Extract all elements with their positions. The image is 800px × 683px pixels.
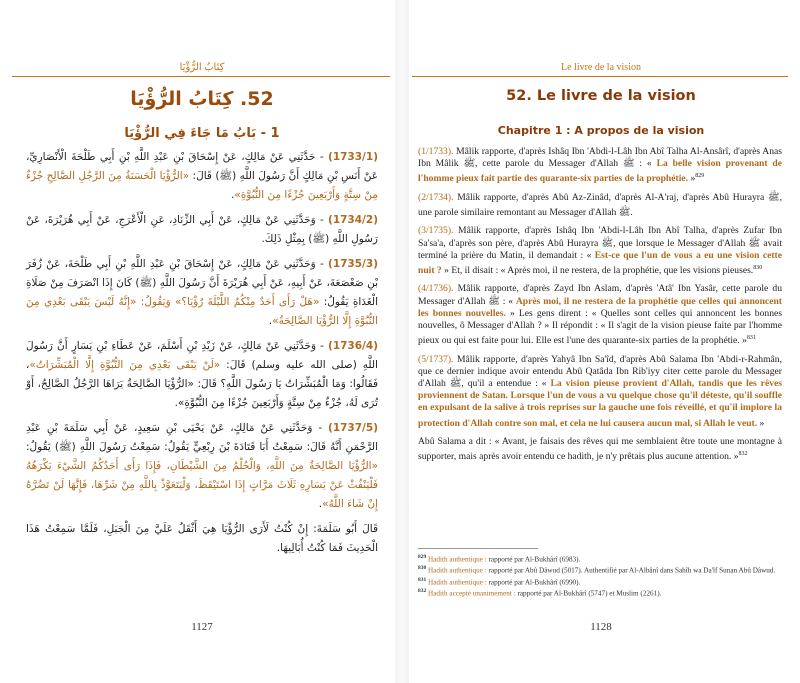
translation-paragraph bbox=[418, 436, 782, 464]
page-number: 1128 bbox=[590, 621, 612, 633]
hadith-paragraph bbox=[26, 255, 378, 331]
right-page bbox=[412, 8, 790, 648]
book-title: 52. Le livre de la vision bbox=[506, 88, 696, 104]
translation-text-end: » bbox=[688, 173, 696, 185]
hadith-paragraph bbox=[26, 520, 378, 558]
footnote-grade: Hadith authentique : bbox=[428, 578, 487, 587]
hadith-quote: «الرُّؤْيَا الْحَسَنَةُ مِنَ الرَّجُلِ الصَّالِحِ جُزْءٌ مِنْ سِتَّةٍ وَأَرْبَعِينَ جُزْءًا مِنَ النُّبُوَّةِ» bbox=[26, 170, 378, 201]
hadith-reference: (2/1734). bbox=[418, 191, 454, 203]
footnote bbox=[418, 564, 782, 575]
hadith-text-end: ، فَقَالُوا: وَمَا الْمُبَشِّرَاتُ يَا رَسُولَ اللَّهِ؟ قَالَ: «الرُّؤْيَا الصَّالِحَةُ يَرَاهَا الرَّجُلُ الصَّالِحُ، أَوْ تُرَى لَهُ، جُزْءٌ مِنْ سِتَّةٍ وَأَرْبَعِينَ جُزْءًا مِنَ النُّبُوَّةِ». bbox=[26, 359, 378, 409]
chapter-title: Chapitre 1 : A propos de la vision bbox=[497, 124, 705, 137]
left-page bbox=[12, 8, 392, 648]
translation-text: Mâlik rapporte, d'après Zayd Ibn Aslam, d'après 'Atâ' Ibn Yasâr, cette parole du Messager d'Allah ﷺ : « bbox=[418, 283, 782, 307]
footnote-grade: Hadith authentique : bbox=[428, 566, 487, 575]
translation-paragraph bbox=[418, 225, 782, 277]
footnote bbox=[418, 576, 782, 587]
footnote-grade: Hadith accepté unanimement : bbox=[428, 589, 516, 598]
header-rule bbox=[412, 76, 788, 77]
hadith-text: - وَحَدَّثَنِي عَنْ مَالِكٍ، عَنْ زَيْدِ بْنِ أَسْلَمَ، عَنْ عَطَاءِ بْنِ يَسَارٍ أَنَّ رَسُولَ اللَّهِ (صلى الله عليه وسلم) قَالَ: bbox=[26, 340, 378, 371]
translation-quote: La belle vision provenant de l'homme pieux fait partie des quarante-six parties de la prophétie. bbox=[418, 158, 782, 185]
hadith-quote: «الرُّؤْيَا الصَّالِحَةُ مِنَ اللَّهِ، وَالْحُلْمُ مِنَ الشَّيْطَانِ، فَإِذَا رَأَى أَحَدُكُمُ الشَّيْءَ يَكْرَهُهُ فَلْيَنْفُثْ عَنْ يَسَارِهِ ثَلَاثَ مَرَّاتٍ إِذَا اسْتَيْقَظَ، وَلْيَتَعَوَّذْ بِاللَّهِ مِنْ شَرِّهَا، فَإِنَّهَا لَنْ تَضُرَّهُ إِنْ شَاءَ اللَّهُ» bbox=[26, 460, 378, 510]
translation-text-end: » bbox=[757, 417, 765, 429]
footnote-marker: 830 bbox=[753, 265, 763, 271]
hadith-paragraph bbox=[26, 211, 378, 249]
hadith-number: (1737/5) bbox=[328, 422, 378, 434]
footnote-text: rapporté par Al-Bukhârî (5747) et Muslim (2261). bbox=[515, 589, 662, 598]
footnote-number: 829 bbox=[418, 554, 427, 560]
hadith-text-end: . bbox=[318, 498, 323, 510]
page-number: 1127 bbox=[191, 621, 213, 633]
hadith-text: - وَحَدَّثَنِي عَنْ مَالِكٍ، عَنْ يَحْيَى بْنِ سَعِيدٍ، عَنْ أَبِي سَلَمَةَ بْنِ عَبْدِ الرَّحْمَنِ أَنَّهُ قَالَ: سَمِعْتُ أَبَا قَتَادَةَ بْنَ رِبْعِيٍّ يَقُولُ: سَمِعْتُ رَسُولَ اللَّهِ (ﷺ) يَقُولُ: bbox=[26, 422, 378, 453]
hadith-reference: (5/1737). bbox=[418, 353, 454, 365]
footnote bbox=[418, 587, 782, 598]
hadith-text: - حَدَّثَنِي عَنْ مَالِكٍ، عَنْ إِسْحَاقَ بْنِ عَبْدِ اللَّهِ بْنِ أَبِي طَلْحَةَ الْأَنْصَارِيِّ، عَنْ أَنَسِ بْنِ مَالِكٍ أَنَّ رَسُولَ اللَّهِ (ﷺ) قَالَ: bbox=[26, 151, 379, 182]
footnote-grade: Hadith authentique : bbox=[428, 555, 487, 564]
translation-quote: Après moi, il ne restera de la prophétie que celles qui annoncent les bonnes nouvelles. bbox=[418, 295, 782, 319]
hadith-reference: (3/1735). bbox=[418, 225, 454, 237]
translation-text-end: » Et, il disait : « Après moi, il ne restera, de la prophétie, que les visions pieuses. bbox=[441, 265, 754, 277]
hadith-paragraph bbox=[26, 148, 378, 205]
hadith-paragraph bbox=[26, 337, 378, 413]
header-rule bbox=[12, 76, 390, 77]
translation-text: Mâlik rapporte, d'après Abû Az-Zinâd, d'après Al-A'raj, d'après Abû Hurayra ﷺ, une parole similaire remontant au Messager d'Allah ﷺ. bbox=[418, 191, 782, 219]
footnote-text: rapporté par Al-Bukhârî (6983). bbox=[486, 555, 581, 564]
translation-text: Mâlik rapporte, d'après Ishâq Ibn 'Abdi-l-Lâh Ibn Abî Talha Al-Ansârî, d'après Anas Ibn Mâlik ﷺ, cette parole du Messager d'Allah ﷺ : « bbox=[418, 146, 782, 170]
footnote-text: rapporté par Abû Dâwud (5017). Authentifié par Al-Albânî dans Sahîh wa Da'îf Sunan Abû Dâwud. bbox=[486, 566, 776, 575]
translation-paragraph bbox=[418, 146, 782, 186]
hadith-text: - وَحَدَّثَنِي عَنْ مَالِكٍ، عَنْ إِسْحَاقَ بْنِ عَبْدِ اللَّهِ بْنِ أَبِي طَلْحَةَ، عَنْ زُفَرَ بْنِ صَعْصَعَةَ، عَنْ أَبِيهِ، عَنْ أَبِي هُرَيْرَةَ أَنَّ رَسُولَ اللَّهِ (ﷺ) كَانَ إِذَا انْصَرَفَ مِنْ صَلَاةِ الْغَدَاةِ يَقُولُ: bbox=[26, 258, 378, 308]
hadith-text-end: . bbox=[268, 315, 273, 327]
hadith-number: (1734/2) bbox=[328, 214, 378, 226]
running-head: كِتَابُ الرُّؤْيَا bbox=[179, 62, 225, 73]
hadith-number: (1733/1) bbox=[328, 151, 378, 163]
footnote-marker: 829 bbox=[695, 173, 705, 180]
footnote bbox=[418, 553, 782, 564]
hadith-number: (1736/4) bbox=[328, 340, 378, 352]
footnote-marker: 832 bbox=[738, 451, 748, 458]
hadith-text: - وَحَدَّثَنِي عَنْ مَالِكٍ، عَنْ أَبِي الزِّنَادِ، عَنِ الْأَعْرَجِ، عَنْ أَبِي هُرَيْرَةَ، عَنْ رَسُولِ اللَّهِ (ﷺ) بِمِثْلِ ذَلِكَ. bbox=[26, 214, 378, 245]
translation-text: Mâlik rapporte, d'après Yahyâ Ibn Sa'îd, d'après Abû Salama Ibn 'Abdi-r-Rahmân, que ce dernier indique avoir entendu Abû Qatâda Ibn Rib'iyy citer cette parole du Messager d'Allah ﷺ, qu'il a entendue : « bbox=[418, 353, 782, 389]
hadith-text-end: . bbox=[230, 189, 235, 201]
hadith-reference: (1/1733). bbox=[418, 146, 454, 157]
footnote-marker: 831 bbox=[746, 335, 756, 342]
book-gutter bbox=[395, 0, 409, 683]
translation-text: Mâlik rapporte, d'après Ishâq Ibn 'Abdi-l-Lâh Ibn Abî Talha, d'après Zufar Ibn Sa'sa'a, d'après son père, d'après Abû Hurayra ﷺ, que lorsque le Messager d'Allah ﷺ avait terminé la prière du Matin, il demandait : « bbox=[418, 225, 782, 261]
translation-paragraph bbox=[418, 192, 782, 220]
hadith-paragraph bbox=[26, 419, 378, 514]
hadith-text: قَالَ أَبُو سَلَمَةَ: إِنْ كُنْتُ لَأَرَى الرُّؤْيَا هِيَ أَثْقَلُ عَلَيَّ مِنَ الْجَبَلِ، فَلَمَّا سَمِعْتُ هَذَا الْحَدِيثَ فَمَا كُنْتُ أُبَالِيهَا. bbox=[26, 523, 378, 554]
footnote-number: 831 bbox=[418, 576, 427, 583]
footnotes bbox=[418, 553, 782, 599]
hadith-reference: (4/1736). bbox=[418, 283, 454, 295]
footnote-rule bbox=[418, 548, 538, 549]
footnote-number: 832 bbox=[418, 588, 427, 595]
hadith-quote: «لَنْ يَبْقَى بَعْدِي مِنَ النُّبُوَّةِ إِلَّا الْمُبَشِّرَاتُ» bbox=[29, 359, 221, 371]
footnote-number: 830 bbox=[418, 565, 427, 572]
chapter-title: 1 - بَابُ مَا جَاءَ فِي الرُّؤْيَا bbox=[124, 126, 280, 141]
translation-text: Abû Salama a dit : « Avant, je faisais des rêves qui me semblaient être toute une montagne à supporter, mais après avoir entendu ce hadith, je n'y prêtais plus aucune attention. » bbox=[418, 436, 782, 463]
running-head: Le livre de la vision bbox=[561, 62, 641, 73]
footnote-text: rapporté par Al-Bukhârî (6990). bbox=[486, 578, 581, 587]
translation-paragraph bbox=[418, 354, 782, 430]
book-title: 52. كِتَابُ الرُّؤْيَا bbox=[130, 88, 274, 110]
translation-quote: Est-ce que l'un de vous a eu une vision cette nuit ? bbox=[418, 249, 783, 277]
translation-text-end: » Les gens dirent : « Quelles sont celles qui annoncent les bonnes nouvelles, ô Messager d'Allah ? » Il répondit : « Il s'agit de la vision pieuse faite par l'homme pieux ou qui est faite pour lui. Elle est l'une des quarante-six parties de la prophétie. » bbox=[418, 307, 782, 347]
hadith-body bbox=[26, 148, 378, 564]
hadith-quote: «هَلْ رَأَى أَحَدٌ مِنْكُمُ اللَّيْلَةَ رُؤْيَا؟» وَيَقُولُ: «إِنَّهُ لَيْسَ يَبْقَى بَعْدِي مِنَ النُّبُوَّةِ إِلَّا الرُّؤْيَا الصَّالِحَةُ» bbox=[26, 296, 378, 327]
translation-body bbox=[418, 146, 782, 470]
translation-quote: La vision pieuse provient d'Allah, tandis que les rêves proviennent de Satan. Lorsque l'un de vous a vu quelque chose qu'il déteste, qu'il souffle en expulsant de la salive à trois reprises sur la gauche une fois réveillé, et qu'il implore la protection d'Allah contre son mal, et cela ne lui causera aucun mal, si Allah le veut. bbox=[418, 378, 782, 429]
hadith-number: (1735/3) bbox=[328, 258, 378, 270]
translation-paragraph bbox=[418, 283, 782, 347]
